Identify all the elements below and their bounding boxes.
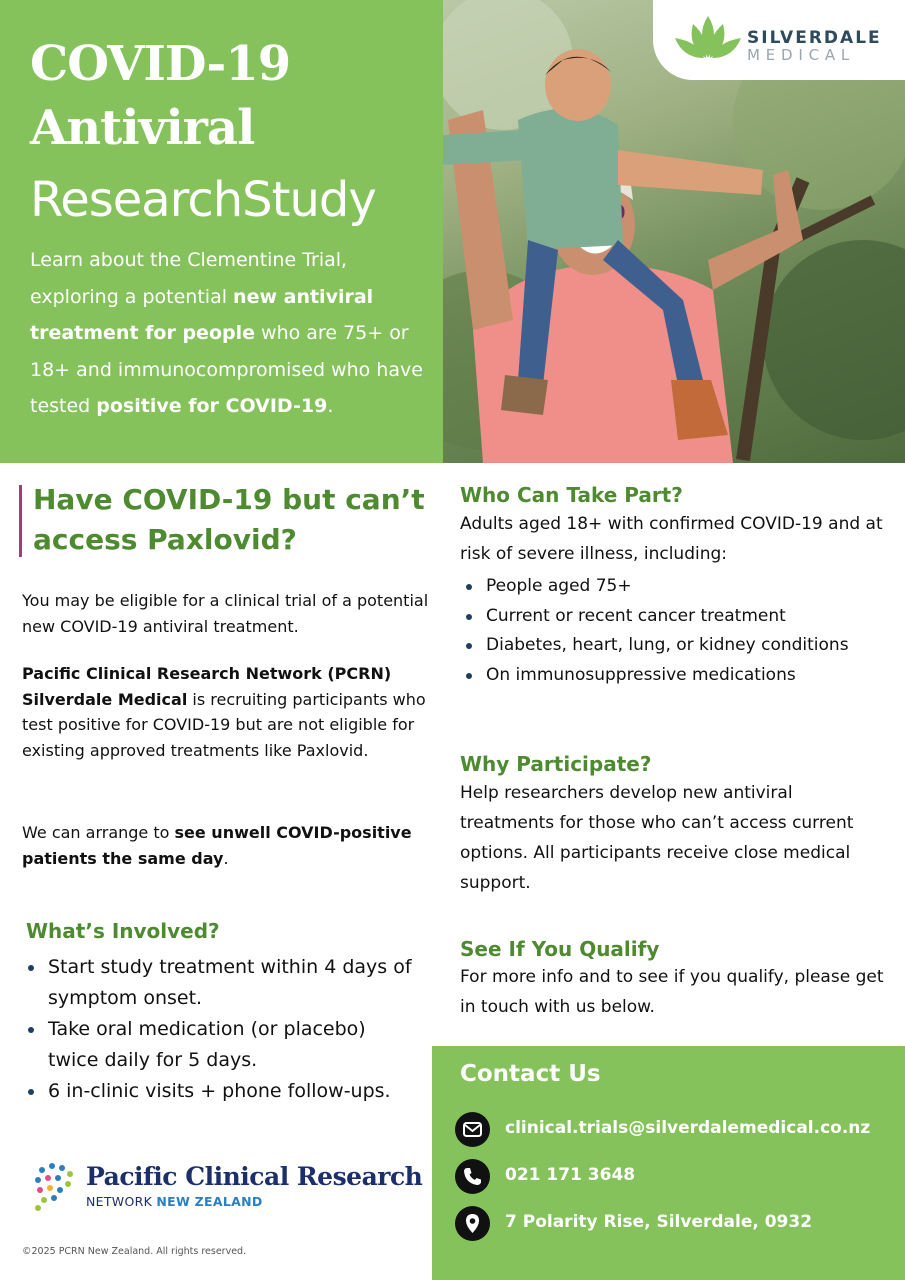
logo-name-line2: MEDICAL [747, 46, 856, 64]
pcrn-logo-country: NEW ZEALAND [156, 1194, 263, 1209]
same-day-emphasis: see unwell COVID-positive patients the same day [22, 823, 412, 868]
hero-intro-emphasis: new antiviral treatment for people [30, 285, 374, 344]
mail-icon [455, 1112, 490, 1147]
who-body: Adults aged 18+ with confirmed COVID-19 and at risk of severe illness, including: [460, 514, 883, 564]
contact-heading: Contact Us [460, 1061, 601, 1087]
hero-title-line2: Antiviral [30, 100, 255, 156]
hero-title-line3: ResearchStudy [30, 172, 376, 228]
logo-name-line1: SILVERDALE [747, 28, 882, 48]
headline-accent-bar [19, 485, 22, 557]
contact-email[interactable]: clinical.trials@silverdalemedical.co.nz [505, 1118, 871, 1138]
hero-intro-text: . [327, 395, 334, 417]
eligibility-paragraph: You may be eligible for a clinical trial of a potential new COVID-19 antiviral treatment. [22, 591, 429, 636]
list-item: People aged 75+ [460, 572, 890, 602]
list-item: Start study treatment within 4 days of symptom onset. [22, 952, 412, 1014]
contact-address[interactable]: 7 Polarity Rise, Silverdale, 0932 [505, 1212, 813, 1232]
contact-phone[interactable]: 021 171 3648 [505, 1165, 636, 1185]
hero-intro-text: who are 75+ or 18+ and immunocompromised who have tested [30, 322, 423, 417]
list-item: Take oral medication (or placebo) twice daily for 5 days. [22, 1014, 412, 1076]
phone-icon [455, 1159, 490, 1194]
location-pin-icon [455, 1206, 490, 1241]
why-body: Help researchers develop new antiviral treatments for those who can’t access current options. All participants receive close medical support. [460, 783, 854, 893]
qualify-heading: See If You Qualify [460, 937, 660, 961]
pcrn-logo [32, 1160, 422, 1216]
pcrn-logo-name: Pacific Clinical Research [86, 1162, 423, 1191]
silverdale-logo [653, 0, 905, 80]
recruiting-text: is recruiting participants who test positive for COVID-19 but are not eligible for existing approved treatments like Paxlovid. [22, 689, 426, 760]
hero-title-line1: COVID-19 [30, 36, 291, 92]
hero-panel [0, 0, 443, 463]
list-item: Diabetes, heart, lung, or kidney conditions [460, 631, 890, 661]
involved-list [22, 952, 412, 1107]
lotus-icon [673, 14, 743, 64]
hero-intro-text: Learn about the Clementine Trial, exploring a potential [30, 249, 348, 308]
qualify-body: For more info and to see if you qualify, please get in touch with us below. [460, 967, 884, 1017]
pcrn-dots-icon [32, 1160, 80, 1214]
pcrn-logo-network: NETWORK [86, 1194, 157, 1209]
recruiting-org: Pacific Clinical Research Network (PCRN) Silverdale Medical [22, 664, 392, 709]
recruiting-paragraph [22, 661, 437, 763]
list-item: On immunosuppressive medications [460, 661, 890, 691]
who-heading: Who Can Take Part? [460, 483, 683, 507]
who-list [460, 572, 890, 690]
same-day-paragraph [22, 820, 437, 871]
hero-intro [30, 242, 430, 425]
main-headline: Have COVID-19 but can’t access Paxlovid? [33, 483, 425, 556]
copyright: ©2025 PCRN New Zealand. All rights reserved. [22, 1246, 247, 1257]
why-heading: Why Participate? [460, 752, 652, 776]
same-day-text: We can arrange to [22, 823, 175, 842]
list-item: 6 in-clinic visits + phone follow-ups. [22, 1076, 412, 1107]
same-day-text: . [223, 848, 229, 868]
pcrn-logo-sub [86, 1194, 263, 1209]
list-item: Current or recent cancer treatment [460, 602, 890, 632]
hero-intro-emphasis: positive for COVID-19 [96, 395, 328, 417]
involved-heading: What’s Involved? [26, 919, 220, 943]
